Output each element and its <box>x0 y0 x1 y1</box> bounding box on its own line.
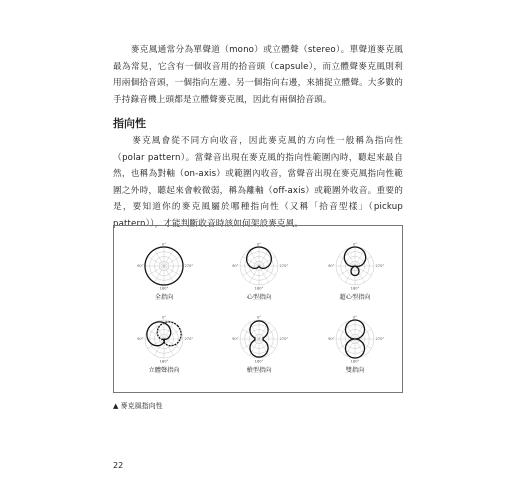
angle-label: 0° <box>256 242 262 247</box>
grid-spoke <box>155 323 165 339</box>
grid-spoke <box>259 257 275 267</box>
grid-spoke <box>250 250 260 266</box>
grid-spoke <box>148 257 164 267</box>
polar-diagram-omni <box>137 243 193 302</box>
grid-spoke <box>346 266 356 282</box>
paragraph-polar-pattern: 麥克風會從不同方向收音，因此麥克風的方向性一般稱為指向性（polar pattern）。當聲音出現在麥克風的指向性範圍內時，聽起來最自然，也稱為對軸（on-axis）或範圍內收音，當聲音出現在麥克風指向性範圍之外時，聽起來會較微弱，稱為離軸（off-axis）或範圍外收音。重要的是，要知道你的麥克風屬於哪種指向性（又稱「拾音型樣」（pickup pattern）），才能判斷收音時該如何架設麥克風。 <box>113 136 403 229</box>
paragraph-mono-stereo: 麥克風通常分為單聲道（mono）或立體聲（stereo）。單聲道麥克風最為常見，它含有一個收音用的拾音頭（capsule），而立體聲麥克風則利用兩個拾音頭，一個指向左邊、另一個指向右邊，來捕捉立體聲。大多數的手持錄音機上頭都是立體聲麥克風，因此有兩個拾音頭。 <box>113 45 403 105</box>
angle-label: 0° <box>161 315 167 320</box>
figure-caption: ▲ 麥克風指向性 <box>113 402 163 410</box>
angle-label: 90° <box>328 264 335 269</box>
angle-label: 270° <box>184 337 194 342</box>
pattern-label: 全指向 <box>154 294 174 301</box>
grid-spoke <box>148 330 164 340</box>
angle-label: 180° <box>159 286 169 291</box>
pattern-label: 超心型指向 <box>339 294 371 301</box>
grid-spoke <box>155 250 165 266</box>
angle-label: 180° <box>350 286 360 291</box>
angle-label: 180° <box>254 359 264 364</box>
pattern-label: 立體聲指向 <box>148 367 180 374</box>
angle-label: 180° <box>350 359 360 364</box>
angle-label: 90° <box>137 264 144 269</box>
grid-spoke <box>243 257 259 267</box>
grid-spoke <box>355 266 365 282</box>
grid-spoke <box>164 339 180 349</box>
polar-diagram-figure8 <box>328 316 384 375</box>
grid-spoke <box>164 339 174 355</box>
grid-spoke <box>164 323 174 339</box>
pattern-label: 雙指向 <box>345 367 365 374</box>
angle-label: 180° <box>254 286 264 291</box>
polar-diagram-shotgun <box>232 316 288 375</box>
pattern-label: 槍型指向 <box>246 367 272 374</box>
angle-label: 270° <box>184 264 194 269</box>
angle-label: 90° <box>232 337 239 342</box>
grid-spoke <box>164 257 180 267</box>
angle-label: 270° <box>375 264 385 269</box>
grid-spoke <box>155 266 165 282</box>
polar-diagram-hypercardioid <box>328 243 384 302</box>
grid-spoke <box>164 330 180 340</box>
angle-label: 90° <box>328 337 335 342</box>
angle-label: 0° <box>352 315 358 320</box>
angle-label: 180° <box>159 359 169 364</box>
polar-diagram-stereo <box>137 316 193 375</box>
page-number: 22 <box>113 461 124 470</box>
polar-diagrams <box>114 226 404 394</box>
section-heading: 指向性 <box>113 117 146 130</box>
angle-label: 0° <box>161 242 167 247</box>
polar-pattern-figure <box>113 225 403 393</box>
angle-label: 270° <box>279 264 289 269</box>
pattern-label: 心型指向 <box>246 294 272 301</box>
angle-label: 270° <box>279 337 289 342</box>
grid-spoke <box>148 266 164 276</box>
grid-spoke <box>259 250 269 266</box>
grid-spoke <box>164 266 180 276</box>
grid-spoke <box>148 339 164 349</box>
grid-spoke <box>164 266 174 282</box>
polar-diagram-cardioid <box>232 243 288 302</box>
angle-label: 0° <box>256 315 262 320</box>
angle-label: 90° <box>137 337 144 342</box>
angle-label: 0° <box>352 242 358 247</box>
grid-spoke <box>164 250 174 266</box>
grid-spoke <box>155 339 165 355</box>
angle-label: 270° <box>375 337 385 342</box>
angle-label: 90° <box>232 264 239 269</box>
